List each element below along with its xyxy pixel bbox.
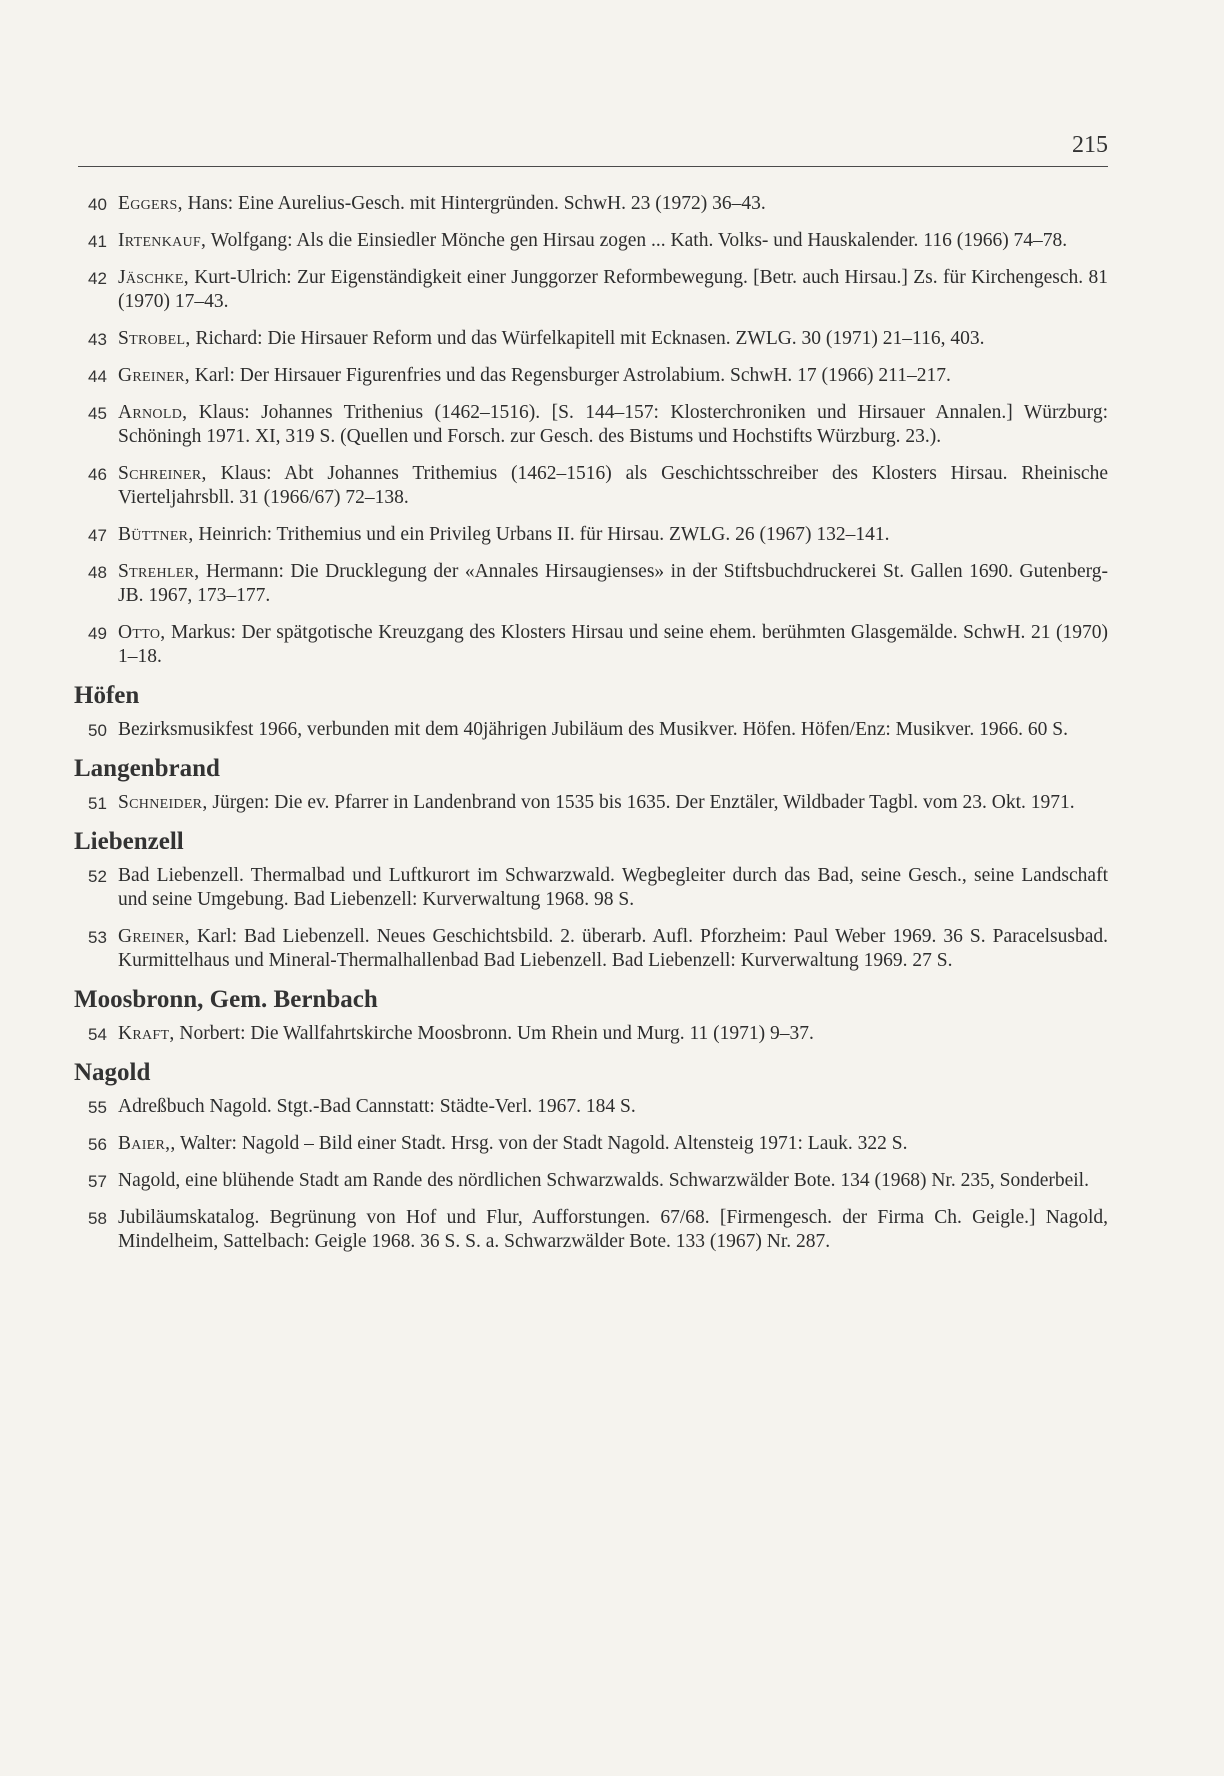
- section-heading: Langenbrand: [74, 755, 220, 782]
- entry-text: [118, 925, 1108, 973]
- entry-text: [118, 229, 1108, 253]
- entry-text: [118, 1095, 1108, 1119]
- entry-author: Greiner,: [118, 926, 190, 947]
- entry-text: [118, 560, 1108, 608]
- entry-body: Adreßbuch Nagold. Stgt.-Bad Cannstatt: Städte-Verl. 1967. 184 S.: [118, 1096, 636, 1117]
- bibliography-entry: [72, 229, 1108, 253]
- entry-text: [118, 192, 1108, 216]
- entry-body: Nagold, eine blühende Stadt am Rande des nördlichen Schwarzwalds. Schwarzwälder Bote. 134 (1968) Nr. 235, Sonderbeil.: [118, 1170, 1089, 1191]
- entry-number: 52: [88, 867, 107, 886]
- entry-author: Arnold,: [118, 402, 188, 423]
- bibliography-entry: [72, 462, 1108, 510]
- entry-author: Büttner,: [118, 524, 194, 545]
- entry-author: Baier,,: [118, 1133, 176, 1154]
- bibliography-entry: [72, 1095, 1108, 1119]
- section-heading: Liebenzell: [74, 828, 184, 855]
- entry-author: Eggers,: [118, 193, 183, 214]
- entry-number: 43: [88, 330, 107, 349]
- page-number: 215: [1072, 132, 1108, 158]
- entry-body: Karl: Bad Liebenzell. Neues Geschichtsbild. 2. überarb. Aufl. Pforzheim: Paul Weber 1969. 36 S. Paracelsusbad. Kurmittelhaus und Mineral-Thermalhallenbad Bad Liebenzell. Bad Liebenzell: Kurverwaltung 1969. 27 S.: [118, 926, 1108, 971]
- entry-text: [118, 364, 1108, 388]
- entry-text: [118, 791, 1108, 815]
- entry-number: 46: [88, 465, 107, 484]
- entry-number: 42: [88, 269, 107, 288]
- bibliography-entry: [72, 266, 1108, 314]
- entry-text: [118, 621, 1108, 669]
- header-rule: [78, 166, 1108, 167]
- entry-body: Klaus: Johannes Trithenius (1462–1516). [S. 144–157: Klosterchroniken und Hirsauer Annalen.] Würzburg: Schöningh 1971. XI, 319 S. (Quellen und Forsch. zur Gesch. des Bistums und Hochstifts Würzburg. 23.).: [118, 402, 1108, 447]
- entry-author: Strobel,: [118, 328, 191, 349]
- bibliography-entry: [72, 621, 1108, 669]
- entry-number: 48: [88, 563, 107, 582]
- bibliography-entry: [72, 523, 1108, 547]
- entry-text: [118, 1169, 1108, 1193]
- entry-number: 55: [88, 1098, 107, 1117]
- entry-author: Schneider,: [118, 792, 208, 813]
- entry-body: Kurt-Ulrich: Zur Eigenständigkeit einer Junggorzer Reformbewegung. [Betr. auch Hirsau.] Zs. für Kirchengesch. 81 (1970) 17–43.: [118, 267, 1108, 312]
- entry-body: Jürgen: Die ev. Pfarrer in Landenbrand von 1535 bis 1635. Der Enztäler, Wildbader Tagbl. vom 23. Okt. 1971.: [207, 792, 1075, 813]
- entry-body: Walter: Nagold – Bild einer Stadt. Hrsg. von der Stadt Nagold. Altensteig 1971: Lauk. 322 S.: [175, 1133, 908, 1154]
- bibliography-entry: [72, 327, 1108, 351]
- entry-body: Bad Liebenzell. Thermalbad und Luftkurort im Schwarzwald. Wegbegleiter durch das Bad, seine Gesch., seine Landschaft und seine Umgebung. Bad Liebenzell: Kurverwaltung 1968. 98 S.: [118, 865, 1108, 910]
- bibliography-entry: [72, 1169, 1108, 1193]
- section-heading: Moosbronn, Gem. Bernbach: [74, 986, 378, 1013]
- entry-number: 45: [88, 404, 107, 423]
- entry-number: 51: [88, 794, 107, 813]
- entry-text: [118, 462, 1108, 510]
- entry-number: 57: [88, 1172, 107, 1191]
- entry-text: [118, 1022, 1108, 1046]
- entry-number: 50: [88, 721, 107, 740]
- entry-body: Wolfgang: Als die Einsiedler Mönche gen Hirsau zogen ... Kath. Volks- und Hauskalender. 116 (1966) 74–78.: [206, 230, 1068, 251]
- entry-number: 54: [88, 1025, 107, 1044]
- entry-body: Bezirksmusikfest 1966, verbunden mit dem 40jährigen Jubiläum des Musikver. Höfen. Höfen/Enz: Musikver. 1966. 60 S.: [118, 719, 1068, 740]
- entry-author: Schreiner,: [118, 463, 207, 484]
- bibliography-entry: [72, 192, 1108, 216]
- bibliography-entry: [72, 364, 1108, 388]
- bibliography-list: [72, 192, 1108, 1267]
- entry-number: 53: [88, 928, 107, 947]
- entry-author: Jäschke,: [118, 267, 189, 288]
- entry-text: [118, 327, 1108, 351]
- entry-author: Otto,: [118, 622, 166, 643]
- bibliography-entry: [72, 560, 1108, 608]
- entry-number: 41: [88, 232, 107, 251]
- entry-text: [118, 1206, 1108, 1254]
- entry-body: Norbert: Die Wallfahrtskirche Moosbronn. Um Rhein und Murg. 11 (1971) 9–37.: [174, 1023, 814, 1044]
- entry-body: Karl: Der Hirsauer Figurenfries und das Regensburger Astrolabium. SchwH. 17 (1966) 211–217.: [189, 365, 951, 386]
- entry-body: Heinrich: Trithemius und ein Privileg Urbans II. für Hirsau. ZWLG. 26 (1967) 132–141.: [193, 524, 890, 545]
- entry-body: Markus: Der spätgotische Kreuzgang des Klosters Hirsau und seine ehem. berühmten Glasgemälde. SchwH. 21 (1970) 1–18.: [118, 622, 1108, 667]
- entry-text: [118, 718, 1108, 742]
- bibliography-entry: [72, 1022, 1108, 1046]
- bibliography-entry: [72, 718, 1108, 742]
- bibliography-entry: [72, 864, 1108, 912]
- entry-text: [118, 401, 1108, 449]
- entry-author: Greiner,: [118, 365, 190, 386]
- entry-number: 58: [88, 1209, 107, 1228]
- entry-body: Richard: Die Hirsauer Reform und das Würfelkapitell mit Ecknasen. ZWLG. 30 (1971) 21–116, 403.: [190, 328, 985, 349]
- entry-author: Strehler,: [118, 561, 200, 582]
- bibliography-entry: [72, 925, 1108, 973]
- entry-number: 56: [88, 1135, 107, 1154]
- entry-body: Hans: Eine Aurelius-Gesch. mit Hintergründen. SchwH. 23 (1972) 36–43.: [182, 193, 766, 214]
- entry-author: Irtenkauf,: [118, 230, 207, 251]
- entry-text: [118, 864, 1108, 912]
- entry-body: Klaus: Abt Johannes Trithemius (1462–1516) als Geschichtsschreiber des Klosters Hirsau. Rheinische Vierteljahrsbll. 31 (1966/67) 72–138.: [118, 463, 1108, 508]
- entry-text: [118, 1132, 1108, 1156]
- entry-author: Kraft,: [118, 1023, 175, 1044]
- bibliography-entry: [72, 791, 1108, 815]
- entry-number: 49: [88, 624, 107, 643]
- bibliography-entry: [72, 1132, 1108, 1156]
- entry-number: 44: [88, 367, 107, 386]
- entry-number: 40: [88, 195, 107, 214]
- bibliography-entry: [72, 1206, 1108, 1254]
- section-heading: Höfen: [74, 682, 140, 709]
- section-heading: Nagold: [74, 1059, 151, 1086]
- bibliography-entry: [72, 401, 1108, 449]
- entry-number: 47: [88, 526, 107, 545]
- entry-body: Hermann: Die Drucklegung der «Annales Hirsaugienses» in der Stiftsbuchdruckerei St. Gallen 1690. Gutenberg-JB. 1967, 173–177.: [118, 561, 1108, 606]
- entry-body: Jubiläumskatalog. Begrünung von Hof und Flur, Aufforstungen. 67/68. [Firmengesch. der Firma Ch. Geigle.] Nagold, Mindelheim, Sattelbach: Geigle 1968. 36 S. S. a. Schwarzwälder Bote. 133 (1967) Nr. 287.: [118, 1207, 1108, 1252]
- entry-text: [118, 266, 1108, 314]
- entry-text: [118, 523, 1108, 547]
